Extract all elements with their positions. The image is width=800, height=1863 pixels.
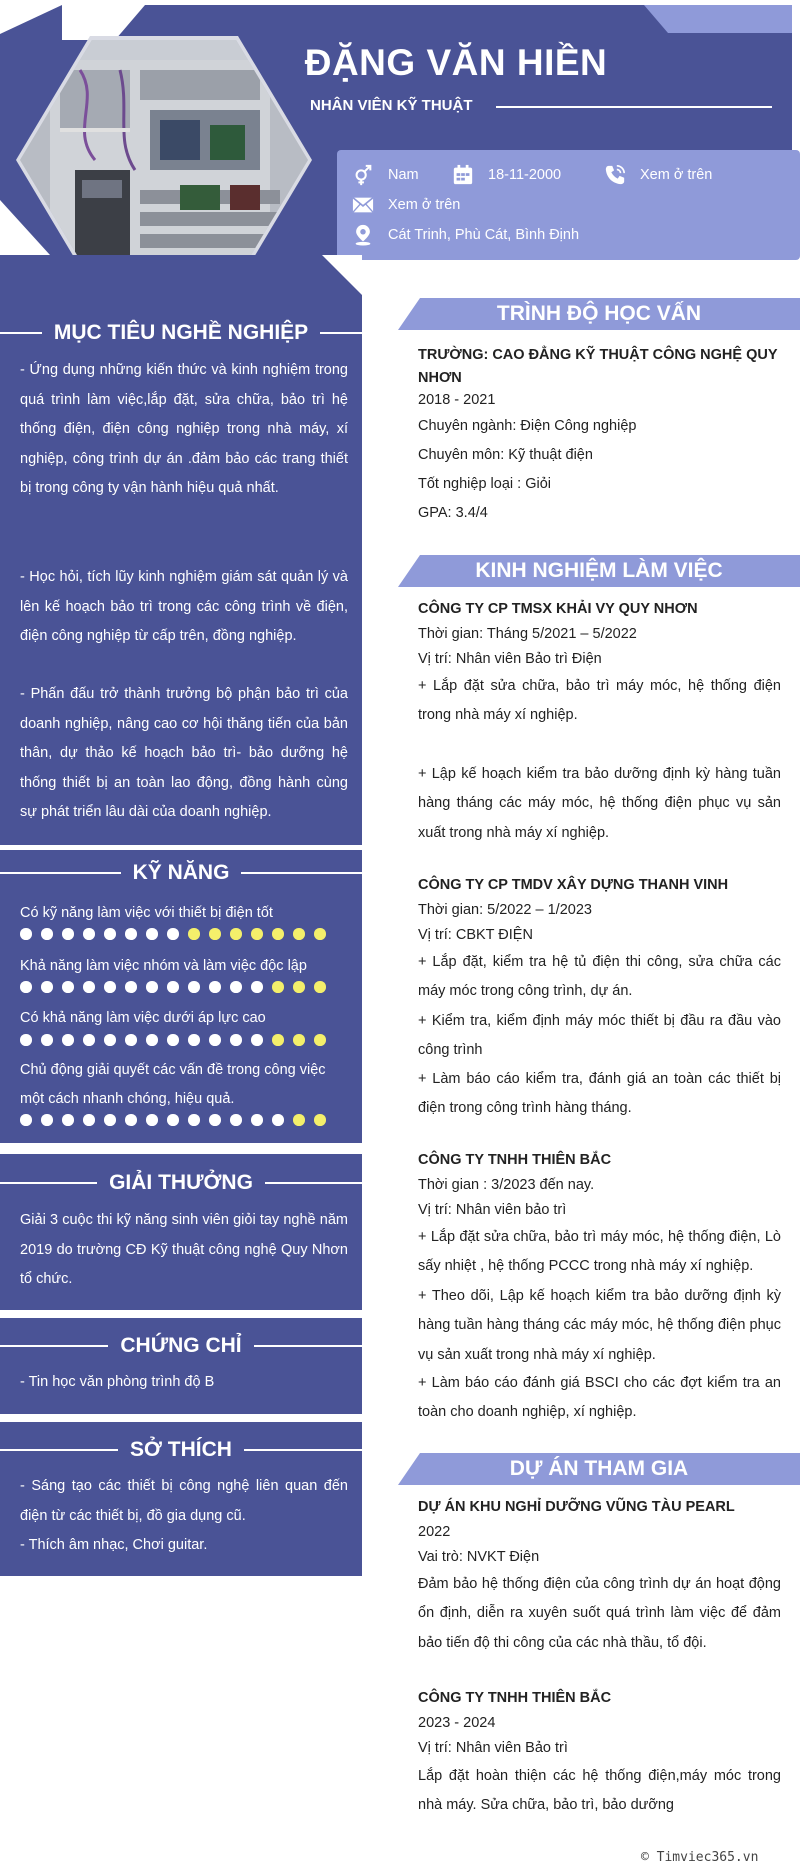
contact-dob (452, 164, 561, 186)
skill-dot (41, 928, 53, 940)
section-title: MỤC TIÊU NGHỀ NGHIỆP (53, 321, 309, 344)
certificates-heading (0, 1331, 362, 1361)
job-title: NHÂN VIÊN KỸ THUẬT (310, 97, 473, 114)
skill-dot (251, 981, 263, 993)
skill-dot (146, 928, 158, 940)
job-position: Vị trí: Nhân viên bảo trì (418, 1202, 567, 1218)
phone-icon (604, 164, 626, 186)
email-value: Xem ở trên (388, 197, 461, 213)
gender-value: Nam (388, 167, 419, 183)
skill-dot (293, 1114, 305, 1126)
section-title: TRÌNH ĐỘ HỌC VẤN (496, 302, 702, 325)
awards-text: Giải 3 cuộc thi kỹ năng sinh viên giỏi tay nghề năm 2019 do trường CĐ Kỹ thuật công nghệ Quy Nhơn tổ chức. (20, 1212, 348, 1287)
skill-dot (188, 981, 200, 993)
skill-dot (104, 1114, 116, 1126)
gender-icon (352, 164, 374, 186)
objective-paragraph: - Phấn đấu trở thành trưởng bộ phận bảo trì của doanh nghiệp, nâng cao cơ hội thăng tiến của bản thân, dự thảo kế hoạch bảo trì- bảo dưỡng hệ thống thiết bị an toàn lao động, đồng hành cùng sự phát triển lâu dài của doanh nghiệp. (20, 686, 348, 820)
divider (0, 1345, 108, 1347)
education-grade: Tốt nghiệp loại : Giỏi (418, 476, 551, 492)
skill-dot (125, 1114, 137, 1126)
section-title: SỞ THÍCH (130, 1438, 232, 1461)
hobbies-heading (0, 1435, 362, 1465)
job-time: Thời gian: 5/2022 – 1/2023 (418, 902, 592, 918)
skill-dot (20, 981, 32, 993)
skill-dot (272, 928, 284, 940)
skill-dot (41, 1114, 53, 1126)
objective-paragraph: - Ứng dụng những kiến thức và kinh nghiệm trong quá trình làm việc,lắp đặt, sửa chữa, bảo trì hệ thống điện, điện công nghiệp trong nhà máy, xí nghiệp, công trình dự án .đảm bảo các trang thiết bị trong công ty vận hành hiệu quả nhất. (20, 362, 348, 496)
skill-dot (251, 928, 263, 940)
project-year: 2023 - 2024 (418, 1715, 496, 1731)
skill-dot (272, 981, 284, 993)
skill-dot (146, 1034, 158, 1046)
experience-heading (398, 555, 800, 587)
job-duty: + Kiểm tra, kiểm định máy móc thiết bị đầu ra đầu vào công trình (418, 1013, 781, 1059)
skill-dot (20, 928, 32, 940)
job-duty: + Theo dõi, Lập kế hoạch kiểm tra bảo dưỡng định kỳ hàng tuần hàng tháng các máy móc, hệ thống điện phục vụ sản xuất trong nhà máy xí nghiệp. (418, 1288, 781, 1363)
skill-dot (146, 981, 158, 993)
education-heading (398, 298, 800, 330)
job-duty: + Làm báo cáo đánh giá BSCI cho các đợt kiểm tra an toàn cho doanh nghiệp, xí nghiệp. (418, 1375, 781, 1421)
skill-dot (41, 1034, 53, 1046)
skill-rating (20, 928, 326, 940)
skill-dot (251, 1114, 263, 1126)
skill-dot (62, 981, 74, 993)
skill-dot (62, 1114, 74, 1126)
skill-dot (188, 1034, 200, 1046)
skill-dot (314, 1034, 326, 1046)
hobby-item: - Sáng tạo các thiết bị công nghệ liên quan đến điện từ các thiết bị, đồ gia dụng cũ. (20, 1478, 348, 1524)
skill-dot (83, 981, 95, 993)
divider (0, 332, 42, 334)
divider (0, 1182, 97, 1184)
skill-dot (146, 1114, 158, 1126)
footer-watermark: © Timviec365.vn (641, 1850, 759, 1863)
skill-dot (188, 1114, 200, 1126)
skill-dot (272, 1114, 284, 1126)
skill-dot (230, 981, 242, 993)
skill-rating (20, 1114, 326, 1126)
project-name: DỰ ÁN KHU NGHỈ DƯỠNG VŨNG TÀU PEARL (418, 1499, 735, 1515)
job-company: CÔNG TY TNHH THIÊN BẮC (418, 1152, 612, 1168)
awards-heading (0, 1168, 362, 1198)
skill-name: Có khả năng làm việc dưới áp lực cao (20, 1010, 266, 1026)
skill-dot (230, 1034, 242, 1046)
job-duty: + Lắp đặt, kiểm tra hệ tủ điện thi công, sửa chữa các máy móc trong công trình, dự án. (418, 954, 781, 1000)
job-company: CÔNG TY CP TMDV XÂY DỰNG THANH VINH (418, 877, 729, 893)
hobby-item: - Thích âm nhạc, Chơi guitar. (20, 1537, 208, 1553)
skill-dot (167, 981, 179, 993)
job-duty: + Lập kế hoạch kiểm tra bảo dưỡng định kỳ hàng tuần hàng tháng các máy móc, hệ thống điện phục vụ sản xuất trong nhà máy xí nghiệp. (418, 766, 781, 841)
job-position: Vị trí: Nhân viên Bảo trì Điện (418, 651, 602, 667)
skill-dot (209, 928, 221, 940)
contact-address (352, 224, 579, 246)
project-description: Đảm bảo hệ thống điện của công trình dự án hoạt động ổn định, diễn ra xuyên suốt quá trình làm việc để đảm bảo tiến độ thi công của các nhà thầu, tổ đội. (418, 1576, 781, 1651)
calendar-icon (452, 164, 474, 186)
skill-dot (125, 928, 137, 940)
project-year: 2022 (418, 1524, 451, 1540)
skill-dot (293, 928, 305, 940)
skill-dot (104, 981, 116, 993)
education-major: Chuyên ngành: Điện Công nghiệp (418, 418, 637, 434)
education-years: 2018 - 2021 (418, 392, 496, 408)
skill-dot (20, 1114, 32, 1126)
header-corner-accent (668, 5, 792, 33)
objective-heading (0, 318, 362, 348)
skill-dot (314, 928, 326, 940)
education-specialty: Chuyên môn: Kỹ thuật điện (418, 447, 593, 463)
skill-dot (188, 928, 200, 940)
skill-name: Có kỹ năng làm việc với thiết bị điện tốt (20, 905, 273, 921)
email-icon (352, 194, 374, 216)
skill-dot (167, 1114, 179, 1126)
phone-value: Xem ở trên (640, 167, 713, 183)
skill-dot (41, 981, 53, 993)
project-name: CÔNG TY TNHH THIÊN BẮC (418, 1690, 612, 1706)
skill-dot (293, 981, 305, 993)
skill-rating (20, 1034, 326, 1046)
objective-paragraph: - Học hỏi, tích lũy kinh nghiệm giám sát quản lý và lên kế hoạch bảo trì trong các công trình về điện, điện công nghiệp từ cấp trên, đồng nghiệp. (20, 569, 348, 644)
school-name: TRƯỜNG: CAO ĐẲNG KỸ THUẬT CÔNG NGHỆ QUY NHƠN (418, 347, 778, 386)
divider (241, 872, 362, 874)
skill-dot (230, 1114, 242, 1126)
job-position: Vị trí: CBKT ĐIỆN (418, 927, 533, 943)
skill-dot (272, 1034, 284, 1046)
divider (496, 106, 772, 108)
skill-name: Chủ động giải quyết các vấn đề trong công việc một cách nhanh chóng, hiệu quả. (20, 1062, 326, 1107)
contact-email (352, 194, 460, 216)
skill-dot (83, 1034, 95, 1046)
skill-dot (20, 1034, 32, 1046)
skill-dot (209, 981, 221, 993)
panel-cut (322, 255, 362, 295)
skill-dot (209, 1114, 221, 1126)
skill-dot (125, 981, 137, 993)
header-notch (0, 5, 62, 34)
projects-heading (398, 1453, 800, 1485)
job-duty: + Lắp đặt sửa chữa, bảo trì máy móc, hệ thống điện, Lò sấy nhiệt , hệ thống PCCC trong nhà máy xí nghiệp. (418, 1229, 781, 1275)
divider (265, 1182, 362, 1184)
section-title: CHỨNG CHỈ (120, 1334, 242, 1357)
skill-dot (125, 1034, 137, 1046)
contact-phone (604, 164, 712, 186)
skill-dot (251, 1034, 263, 1046)
skills-heading (0, 858, 362, 888)
divider (0, 872, 121, 874)
skill-dot (314, 981, 326, 993)
certificates-text: - Tin học văn phòng trình độ B (20, 1374, 215, 1390)
job-company: CÔNG TY CP TMSX KHẢI VY QUY NHƠN (418, 601, 698, 617)
header-cut (0, 200, 50, 255)
job-time: Thời gian: Tháng 5/2021 – 5/2022 (418, 626, 637, 642)
header-notch (62, 5, 115, 40)
section-title: DỰ ÁN THAM GIA (509, 1457, 689, 1480)
divider (0, 1449, 118, 1451)
skill-dot (314, 1114, 326, 1126)
section-title: GIẢI THƯỞNG (109, 1171, 253, 1194)
skill-dot (293, 1034, 305, 1046)
divider (254, 1345, 362, 1347)
address-value: Cát Trinh, Phù Cát, Bình Định (388, 227, 580, 243)
project-role: Vị trí: Nhân viên Bảo trì (418, 1740, 568, 1756)
skill-dot (104, 928, 116, 940)
skill-dot (62, 928, 74, 940)
skill-dot (83, 928, 95, 940)
divider (320, 332, 362, 334)
project-role: Vai trò: NVKT Điện (418, 1549, 540, 1565)
candidate-name: ĐẶNG VĂN HIỀN (304, 42, 608, 83)
location-icon (352, 224, 374, 246)
dob-value: 18-11-2000 (488, 167, 562, 183)
skill-dot (104, 1034, 116, 1046)
skill-dot (83, 1114, 95, 1126)
skill-dot (209, 1034, 221, 1046)
skill-name: Khả năng làm việc nhóm và làm việc độc lập (20, 958, 307, 974)
education-gpa: GPA: 3.4/4 (418, 505, 488, 521)
section-title: KỸ NĂNG (132, 861, 230, 884)
skill-rating (20, 981, 326, 993)
contact-gender (352, 164, 419, 186)
job-time: Thời gian : 3/2023 đến nay. (418, 1177, 595, 1193)
project-description: Lắp đặt hoàn thiện các hệ thống điện,máy móc trong nhà máy. Sửa chữa, bảo trì, bảo dưỡng (418, 1768, 781, 1814)
section-title: KINH NGHIỆM LÀM VIỆC (475, 559, 723, 582)
skill-dot (167, 1034, 179, 1046)
skill-dot (62, 1034, 74, 1046)
job-duty: + Lắp đặt sửa chữa, bảo trì máy móc, hệ thống điện trong nhà máy xí nghiệp. (418, 678, 781, 724)
header-notch (115, 5, 145, 40)
skill-dot (230, 928, 242, 940)
skill-dot (167, 928, 179, 940)
job-duty: + Làm báo cáo kiểm tra, đánh giá an toàn các thiết bị điện trong công trình hàng tháng. (418, 1071, 781, 1117)
divider (244, 1449, 362, 1451)
